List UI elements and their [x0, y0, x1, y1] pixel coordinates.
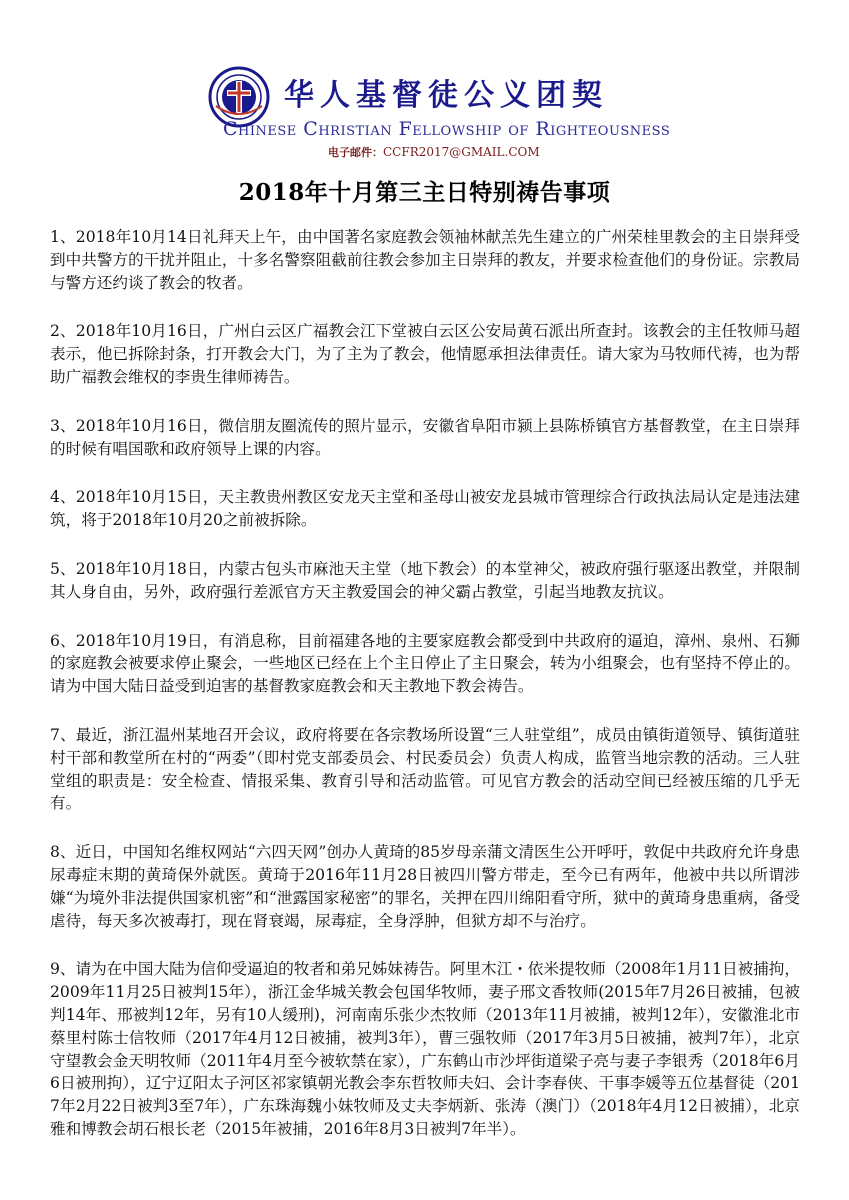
prayer-item: 5、2018年10月18日，内蒙古包头市麻池天主堂（地下教会）的本堂神父，被政府强行驱逐出教堂，并限制其人身自由，另外，政府强行差派官方天主教爱国会的神父霸占教堂，引起当地教友抗议。 — [50, 559, 800, 601]
org-name-cn: 华人基督徒公义团契 — [284, 78, 608, 113]
prayer-item: 1、2018年10月14日礼拜天上午，由中国著名家庭教会领袖林献羔先生建立的广州荣桂里教会的主日崇拜受到中共警方的干扰并阻止，十多名警察阻截前往教会参加主日崇拜的教友，并要求检查他们的身份证。宗教局与警方还约谈了教会的牧者。 — [50, 228, 800, 292]
prayer-item: 9、请为在中国大陆为信仰受逼迫的牧者和弟兄姊妹祷告。阿里木江・依米提牧师（2008年1月11日被捕拘，2009年11月25日被判15年），浙江金华城关教会包国华牧师，妻子邢文香牧师(2015年7月26日被捕，包被判14年、邢被判12年，另有10人缓刑)，河南南乐张少杰牧师（2013年11月被捕，被判12年），安徽淮北市蔡里村陈士信牧师（2017年4月12日被捕，被判3年），曹三强牧师（2017年3月5日被捕，被判7年），北京守望教会金天明牧师（2011年4月至今被软禁在家），广东鹤山市沙坪街道梁子亮与妻子李银秀（2018年6月6日被刑拘），辽宁辽阳太子河区祁家镇朝光教会李东哲牧师夫妇、会计李春侠、干事李媛等五位基督徒（2017年2月22日被判3至7年），广东珠海魏小妹牧师及丈夫李炳新、张涛（澳门）（2018年4月12日被捕），北京雅和博教会胡石根长老（2015年被捕，2016年8月3日被判7年半）。 — [50, 960, 800, 1138]
prayer-items-list — [50, 226, 800, 1167]
contact-email — [328, 144, 540, 160]
letterhead — [0, 0, 849, 170]
document-title: 2018年十月第三主日特别祷告事项 — [238, 179, 611, 206]
org-name-en: Chinese Christian Fellowship of Righteousness — [223, 118, 671, 140]
prayer-item: 7、最近，浙江温州某地召开会议，政府将要在各宗教场所设置“三人驻堂组”，成员由镇街道领导、镇街道驻村干部和教堂所在村的“两委”（即村党支部委员会、村民委员会）负责人构成，监管当地宗教的活动。三人驻堂组的职责是：安全检查、情报采集、教育引导和活动监管。可见官方教会的活动空间已经被压缩的几乎无有。 — [50, 725, 800, 813]
prayer-item: 4、2018年10月15日，天主教贵州教区安龙天主堂和圣母山被安龙县城市管理综合行政执法局认定是违法建筑，将于2018年10月20之前被拆除。 — [50, 488, 800, 530]
email-address: CCFR2017@GMAIL.COM — [383, 145, 540, 159]
email-label: 电子邮件： — [328, 146, 383, 159]
prayer-item: 3、2018年10月16日，微信朋友圈流传的照片显示，安徽省阜阳市颍上县陈桥镇官方基督教堂，在主日崇拜的时候有唱国歌和政府领导上课的内容。 — [50, 416, 800, 458]
prayer-item: 6、2018年10月19日，有消息称，目前福建各地的主要家庭教会都受到中共政府的逼迫，漳州、泉州、石狮的家庭教会被要求停止聚会，一些地区已经在上个主日停止了主日聚会，转为小组聚会，也有坚持不停止的。请为中国大陆日益受到迫害的基督教家庭教会和天主教地下教会祷告。 — [50, 631, 800, 696]
prayer-item: 2、2018年10月16日，广州白云区广福教会江下堂被白云区公安局黄石派出所查封。该教会的主任牧师马超表示，他已拆除封条，打开教会大门，为了主为了教会，他情愿承担法律责任。请大家为马牧师代祷，也为帮助广福教会维权的李贵生律师祷告。 — [50, 322, 800, 386]
prayer-item: 8、近日，中国知名维权网站“六四天网”创办人黄琦的85岁母亲蒲文清医生公开呼吁，敦促中共政府允许身患尿毒症末期的黄琦保外就医。黄琦于2016年11月28日被四川警方带走，至今已有两年，他被中共以所谓涉嫌“为境外非法提供国家机密”和“泄露国家秘密”的罪名，关押在四川绵阳看守所，狱中的黄琦身患重病，备受虐待，每天多次被毒打，现在肾衰竭，尿毒症，全身浮肿，但狱方却不与治疗。 — [50, 843, 800, 930]
